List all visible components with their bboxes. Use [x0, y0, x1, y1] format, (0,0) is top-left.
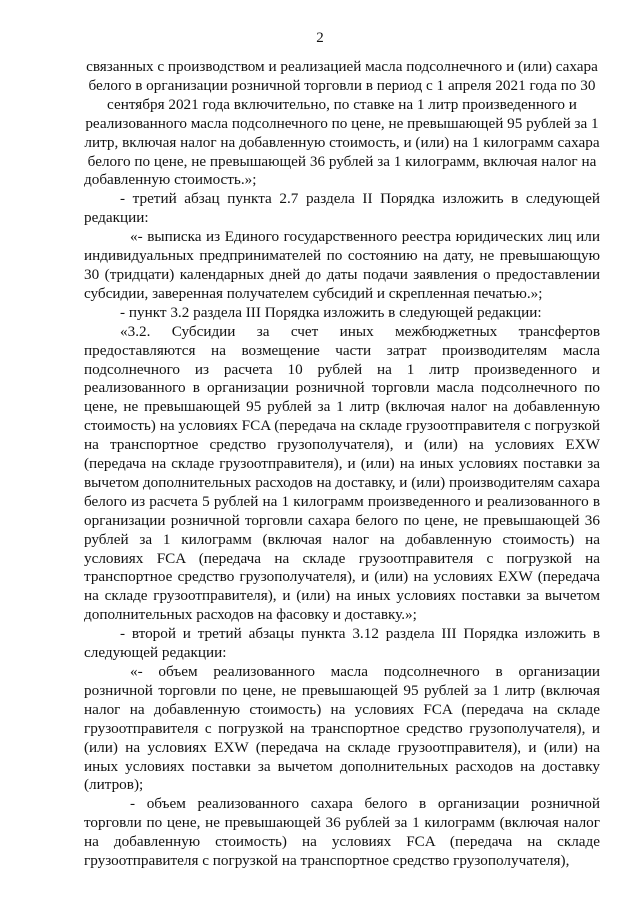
paragraph-sugar-volume: - объем реализованного сахара белого в организации розничной торговли по цене, не превышающей 36 рублей за 1 килограмм (включая налог на добавленную стоимость) на условиях FCA (передача на складе грузоотправителя с погрузкой на транспортное средство грузополучателя), [84, 795, 600, 870]
document-body [84, 58, 600, 871]
paragraph-oil-volume: «- объем реализованного масла подсолнечного в организации розничной торговли по цене, не превышающей 95 рублей за 1 литр (включая налог на добавленную стоимость) на условиях FCA (передача на складе грузоотправителя с погрузкой на транспортное средство грузополучателя), и (или) на условиях EXW (передача на складе грузоотправителя), и (или) на иных условиях поставки за вычетом дополнительных расходов на доставку (литров); [84, 663, 600, 794]
paragraph-amendment-3-2: - пункт 3.2 раздела III Порядка изложить в следующей редакции: [120, 303, 542, 321]
paragraph-continuation: связанных с производством и реализацией масла подсолнечного и (или) сахара белого в организации розничной торговли в период с 1 апреля 2021 года по 30 сентября 2021 года включительно, по ставке на 1 литр произведенного и реализованного масла подсолнечного по цене, не превышающей 95 рублей за 1 литр, включая налог на добавленную стоимость, и (или) на 1 килограмм сахара белого по цене, не превышающей 36 рублей за 1 килограмм, включая налог на добавленную стоимость.»; [84, 58, 600, 189]
page-number: 2 [316, 30, 324, 46]
paragraph-amendment-2-7: - третий абзац пункта 2.7 раздела II Порядка изложить в следующей редакции: [84, 190, 600, 227]
paragraph-egrul-extract: «- выписка из Единого государственного реестра юридических лиц или индивидуальных предпринимателей по состоянию на дату, не превышающую 30 (тридцати) календарных дней до даты подачи заявления о предоставлении субсидии, заверенная получателем субсидий и скрепленная печатью.»; [84, 228, 600, 302]
paragraph-clause-3-2: «3.2. Субсидии за счет иных межбюджетных трансфертов предоставляются на возмещение части затрат производителям масла подсолнечного из расчета 10 рублей на 1 литр произведенного и реализованного в организации розничной торговли масла подсолнечного по цене, не превышающей 95 рублей за 1 литр (включая налог на добавленную стоимость) на условиях FCA (передача на складе грузоотправителя с погрузкой на транспортное средство грузополучателя), и (или) на условиях EXW (передача на складе грузоотправителя), и (или) на иных условиях поставки за вычетом дополнительных расходов на доставку, и (или) производителям сахара белого из расчета 5 рублей на 1 килограмм произведенного и реализованного в организации розничной торговли сахара белого по цене, не превышающей 36 рублей за 1 килограмм (включая налог на добавленную стоимость) на условиях FCA (передача на складе грузоотправителя с погрузкой на транспортное средство грузополучателя), и (или) на условиях EXW (передача на складе грузоотправителя), и (или) на иных условиях поставки за вычетом дополнительных расходов на фасовку и доставку.»; [84, 322, 600, 624]
paragraph-amendment-3-12: - второй и третий абзацы пункта 3.12 раздела III Порядка изложить в следующей редакции: [84, 625, 600, 662]
